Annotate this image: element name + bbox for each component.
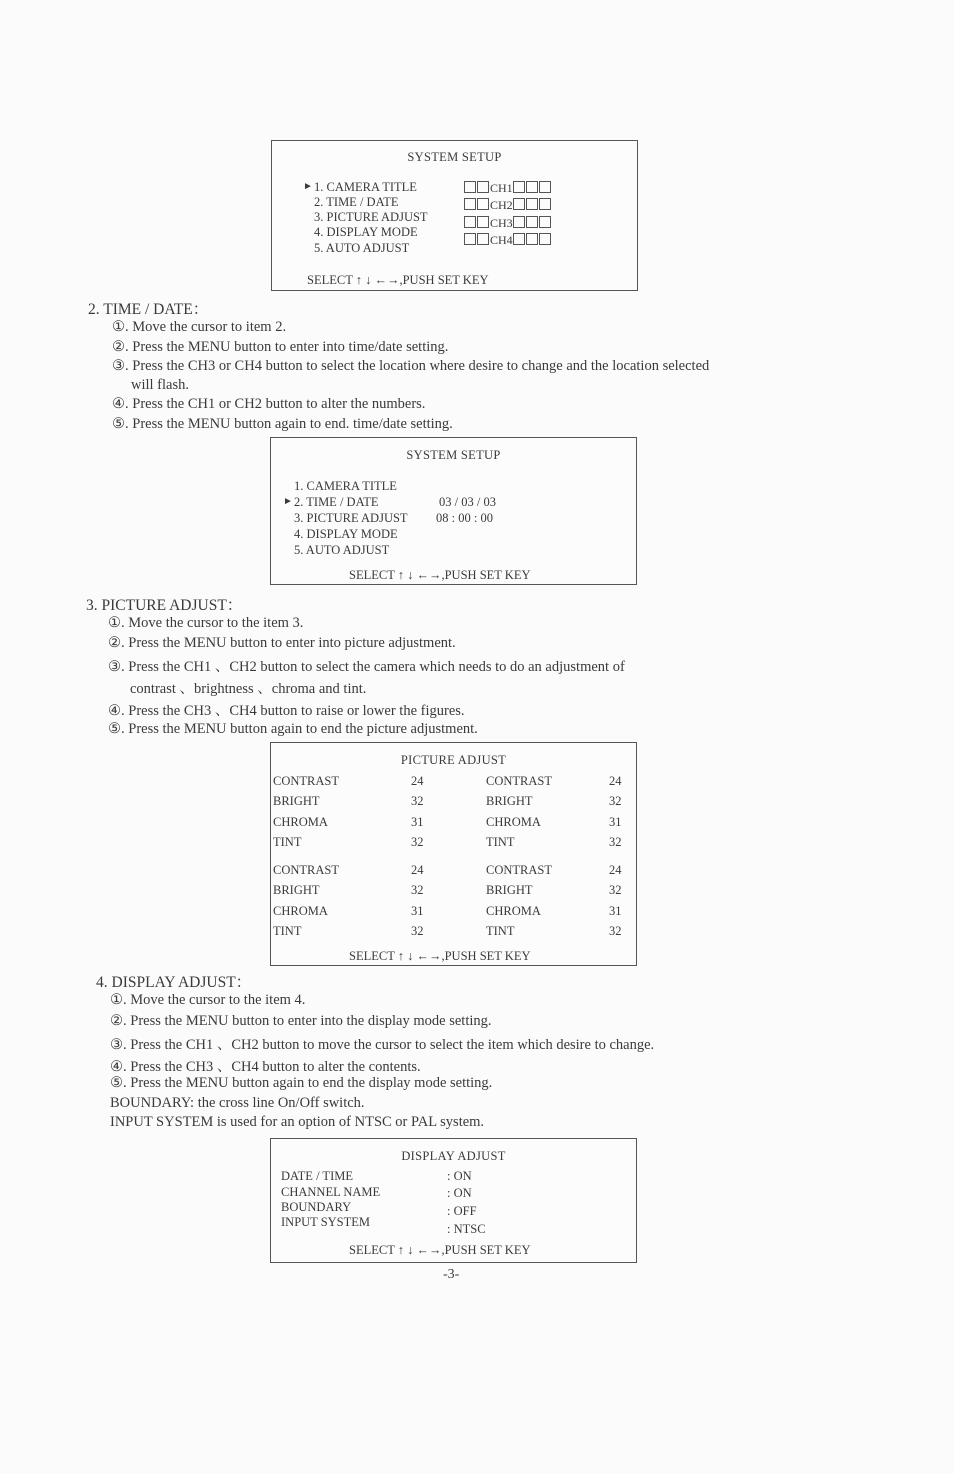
step-5: ⑤. Press the MENU button again to end the picture adjustment. <box>108 721 478 737</box>
label-date-time: DATE / TIME <box>281 1169 353 1183</box>
menu-item-picture-adjust: 3. PICTURE ADJUST <box>294 511 408 525</box>
value-input-system: : NTSC <box>447 1222 486 1236</box>
value-bright: 32 <box>609 794 622 808</box>
step-2: ②. Press the MENU button to enter into the display mode setting. <box>110 1013 492 1029</box>
step-4: ④. Press the CH1 or CH2 button to alter the numbers. <box>112 396 426 412</box>
label-bright: BRIGHT <box>486 794 533 808</box>
label-tint: TINT <box>273 924 302 938</box>
label-chroma: CHROMA <box>486 904 541 918</box>
label-tint: TINT <box>486 835 515 849</box>
menu-footer: SELECT ↑ ↓ ←→,PUSH SET KEY <box>349 1243 531 1257</box>
value-bright: 32 <box>411 883 424 897</box>
value-tint: 32 <box>411 924 424 938</box>
label-chroma: CHROMA <box>273 815 328 829</box>
value-contrast: 24 <box>411 774 424 788</box>
label-bright: BRIGHT <box>486 883 533 897</box>
label-contrast: CONTRAST <box>486 863 552 877</box>
step-1: ①. Move the cursor to the item 3. <box>108 615 304 631</box>
value-contrast: 24 <box>411 863 424 877</box>
system-setup-camera-title-menu <box>271 140 638 291</box>
label-contrast: CONTRAST <box>273 863 339 877</box>
label-chroma: CHROMA <box>273 904 328 918</box>
channel-title-ch4: CH4 <box>464 233 552 248</box>
label-tint: TINT <box>486 924 515 938</box>
label-channel-name: CHANNEL NAME <box>281 1185 381 1199</box>
step-1: ①. Move the cursor to item 2. <box>112 319 287 335</box>
label-chroma: CHROMA <box>486 815 541 829</box>
system-setup-time-date-menu <box>270 437 637 585</box>
menu-title: SYSTEM SETUP <box>406 448 501 462</box>
label-contrast: CONTRAST <box>486 774 552 788</box>
value-chroma: 31 <box>609 904 622 918</box>
value-contrast: 24 <box>609 774 622 788</box>
cursor-arrow-icon: ► <box>283 496 293 507</box>
date-value: 03 / 03 / 03 <box>439 495 496 509</box>
menu-item-auto-adjust: 5. AUTO ADJUST <box>294 543 390 557</box>
label-boundary: BOUNDARY <box>281 1200 352 1214</box>
label-bright: BRIGHT <box>273 883 320 897</box>
value-boundary: : OFF <box>447 1204 477 1218</box>
menu-title: PICTURE ADJUST <box>400 753 507 767</box>
label-contrast: CONTRAST <box>273 774 339 788</box>
menu-item-camera-title: 1. CAMERA TITLE <box>294 479 397 493</box>
section-heading-picture-adjust: 3. PICTURE ADJUST： <box>86 597 243 614</box>
picture-adjust-menu <box>270 742 637 966</box>
value-tint: 32 <box>411 835 424 849</box>
page-number: -3- <box>443 1267 460 1282</box>
menu-item-time-date: 2. TIME / DATE <box>294 495 379 509</box>
step-2: ②. Press the MENU button to enter into picture adjustment. <box>108 635 456 651</box>
channel-title-ch3: CH3 <box>464 216 552 231</box>
menu-item-time-date: 2. TIME / DATE <box>314 195 399 209</box>
value-tint: 32 <box>609 924 622 938</box>
label-input-system: INPUT SYSTEM <box>281 1215 371 1229</box>
channel-title-ch2: CH2 <box>464 198 552 213</box>
value-chroma: 31 <box>411 815 424 829</box>
menu-footer: SELECT ↑ ↓ ←→,PUSH SET KEY <box>349 949 531 963</box>
value-chroma: 31 <box>411 904 424 918</box>
label-tint: TINT <box>273 835 302 849</box>
time-value: 08 : 00 : 00 <box>436 511 493 525</box>
value-tint: 32 <box>609 835 622 849</box>
menu-item-display-mode: 4. DISPLAY MODE <box>314 225 418 239</box>
menu-footer: SELECT ↑ ↓ ←→,PUSH SET KEY <box>307 273 489 287</box>
menu-item-picture-adjust: 3. PICTURE ADJUST <box>314 210 428 224</box>
value-bright: 32 <box>609 883 622 897</box>
menu-title: SYSTEM SETUP <box>407 150 502 164</box>
step-1: ①. Move the cursor to the item 4. <box>110 992 306 1008</box>
value-bright: 32 <box>411 794 424 808</box>
menu-item-camera-title: 1. CAMERA TITLE <box>314 180 417 194</box>
menu-footer: SELECT ↑ ↓ ←→,PUSH SET KEY <box>349 568 531 582</box>
step-3: ③. Press the CH1 、CH2 button to move the cursor to select the item which desire to change. <box>110 1037 655 1053</box>
display-adjust-menu <box>270 1138 637 1263</box>
cursor-arrow-icon: ► <box>303 181 313 192</box>
menu-title: DISPLAY ADJUST <box>401 1149 506 1163</box>
section-heading-time-date: 2. TIME / DATE： <box>88 301 209 318</box>
boundary-note: BOUNDARY: the cross line On/Off switch. <box>110 1095 365 1111</box>
section-heading-display-adjust: 4. DISPLAY ADJUST： <box>96 974 252 991</box>
step-3-continued: contrast 、brightness 、chroma and tint. <box>130 681 367 697</box>
value-channel-name: : ON <box>447 1186 472 1200</box>
label-bright: BRIGHT <box>273 794 320 808</box>
step-2: ②. Press the MENU button to enter into time/date setting. <box>112 339 449 355</box>
channel-title-ch1: CH1 <box>464 181 552 196</box>
step-5: ⑤. Press the MENU button again to end the display mode setting. <box>110 1075 493 1091</box>
step-5: ⑤. Press the MENU button again to end. time/date setting. <box>112 416 453 432</box>
value-chroma: 31 <box>609 815 622 829</box>
input-system-note: INPUT SYSTEM is used for an option of NTSC or PAL system. <box>110 1114 485 1130</box>
step-4: ④. Press the CH3 、CH4 button to alter the contents. <box>110 1059 421 1075</box>
step-3: ③. Press the CH3 or CH4 button to select the location where desire to change and the location selected <box>112 358 710 374</box>
step-3: ③. Press the CH1 、CH2 button to select the camera which needs to do an adjustment of <box>108 659 625 675</box>
menu-item-display-mode: 4. DISPLAY MODE <box>294 527 398 541</box>
value-date-time: : ON <box>447 1169 472 1183</box>
step-4: ④. Press the CH3 、CH4 button to raise or lower the figures. <box>108 703 465 719</box>
step-3-continued: will flash. <box>131 377 189 393</box>
value-contrast: 24 <box>609 863 622 877</box>
menu-item-auto-adjust: 5. AUTO ADJUST <box>314 241 410 255</box>
